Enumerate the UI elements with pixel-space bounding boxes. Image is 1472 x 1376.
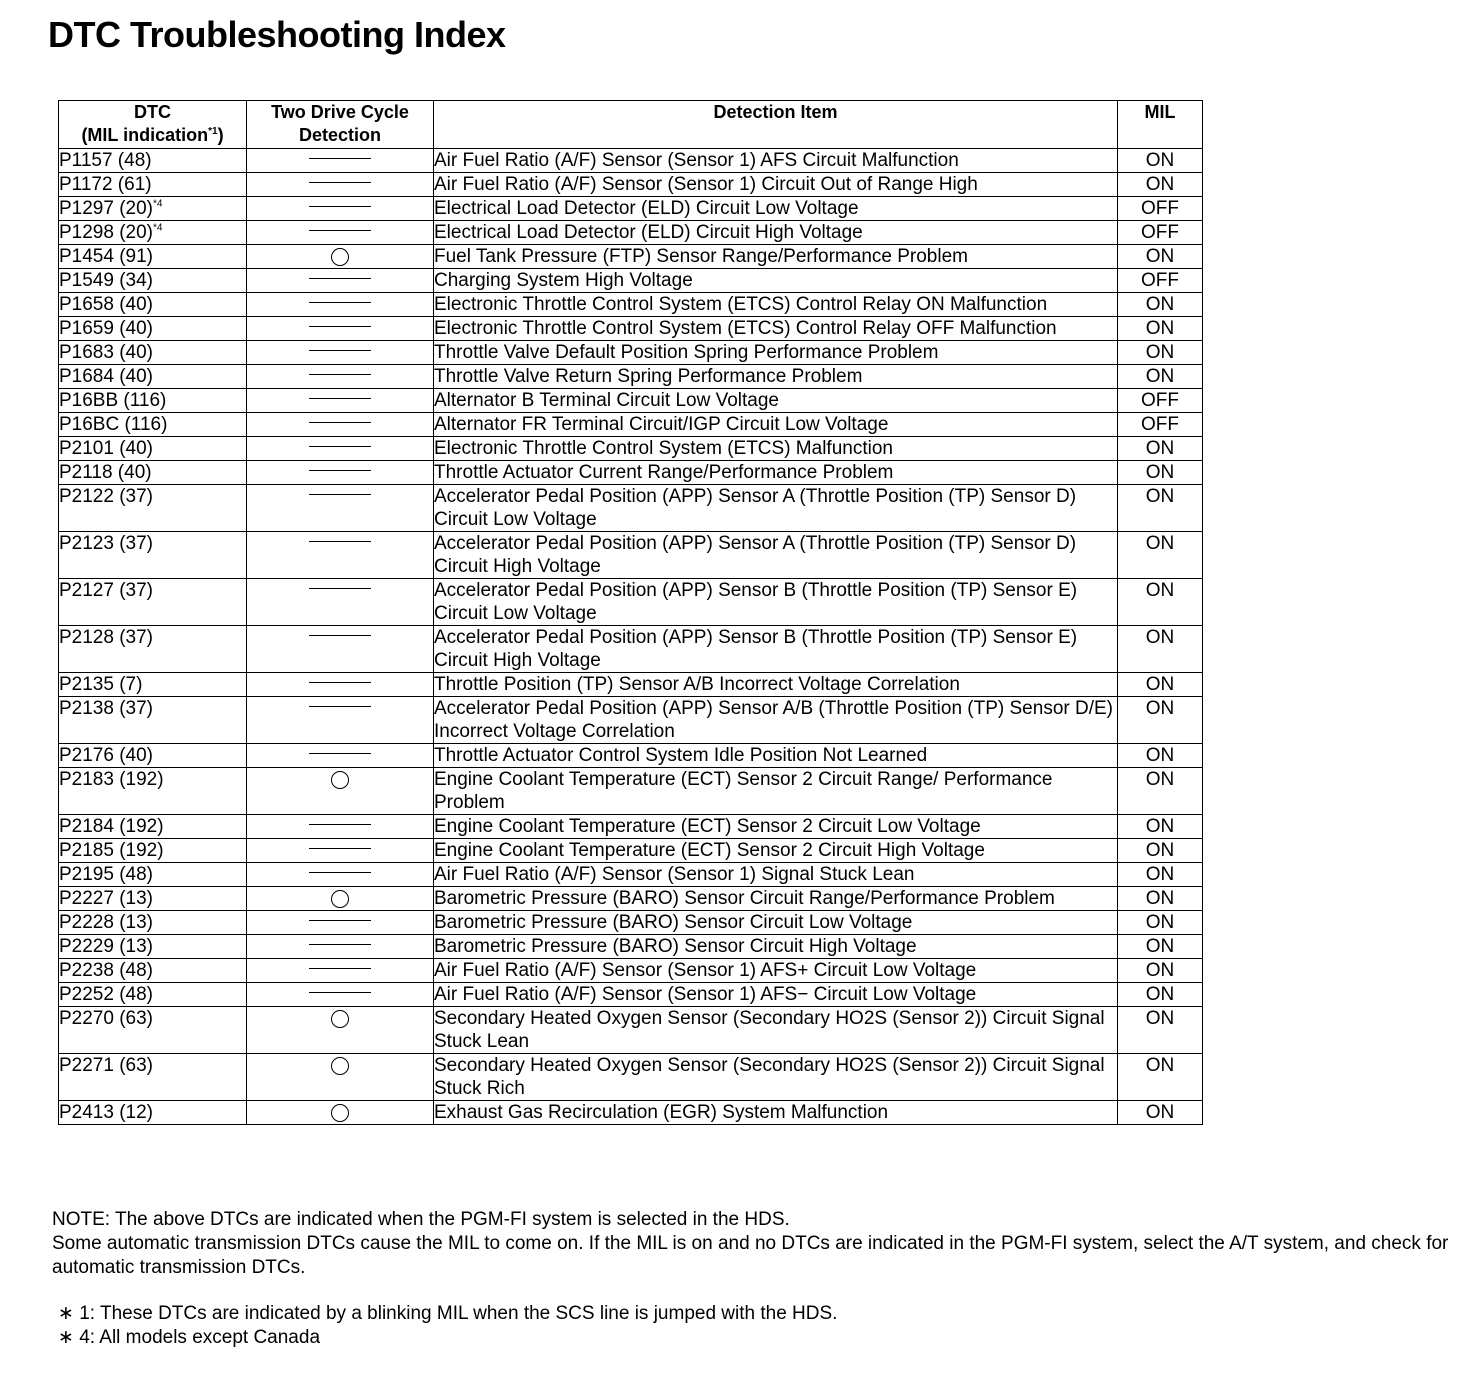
- dtc-code: P2127 (37): [59, 580, 154, 601]
- dtc-code: P1454 (91): [59, 246, 154, 267]
- table-row: [59, 673, 1203, 697]
- dtc-code-cell: [59, 887, 247, 911]
- not-applicable-dash-icon: [309, 398, 371, 399]
- mil-status: ON: [1118, 626, 1203, 673]
- two-drive-cycle-cell: [247, 293, 434, 317]
- dtc-code-cell: [59, 579, 247, 626]
- dtc-code: P16BC (116): [59, 414, 168, 435]
- detection-item: Electronic Throttle Control System (ETCS) Malfunction: [434, 437, 1118, 461]
- two-drive-cycle-cell: [247, 911, 434, 935]
- dtc-code: P1658 (40): [59, 294, 154, 315]
- detection-item: Throttle Valve Return Spring Performance Problem: [434, 365, 1118, 389]
- detection-item: Engine Coolant Temperature (ECT) Sensor 2 Circuit Range/ Performance Problem: [434, 768, 1118, 815]
- two-drive-cycle-circle-icon: [331, 1010, 349, 1028]
- dtc-code-cell: [59, 389, 247, 413]
- two-drive-cycle-cell: [247, 461, 434, 485]
- mil-status: ON: [1118, 317, 1203, 341]
- table-row: [59, 935, 1203, 959]
- detection-item: Barometric Pressure (BARO) Sensor Circuit Range/Performance Problem: [434, 887, 1118, 911]
- not-applicable-dash-icon: [309, 206, 371, 207]
- page-title: DTC Troubleshooting Index: [48, 14, 506, 55]
- mil-status: ON: [1118, 149, 1203, 173]
- mil-status: ON: [1118, 365, 1203, 389]
- mil-status: ON: [1118, 245, 1203, 269]
- detection-item: Air Fuel Ratio (A/F) Sensor (Sensor 1) Circuit Out of Range High: [434, 173, 1118, 197]
- mil-status: ON: [1118, 911, 1203, 935]
- detection-item: Electronic Throttle Control System (ETCS) Control Relay OFF Malfunction: [434, 317, 1118, 341]
- table-row: [59, 959, 1203, 983]
- not-applicable-dash-icon: [309, 588, 371, 589]
- table-row: [59, 768, 1203, 815]
- not-applicable-dash-icon: [309, 920, 371, 921]
- detection-item: Alternator FR Terminal Circuit/IGP Circuit Low Voltage: [434, 413, 1118, 437]
- dtc-code-cell: [59, 149, 247, 173]
- mil-status: ON: [1118, 959, 1203, 983]
- detection-item: Accelerator Pedal Position (APP) Sensor B (Throttle Position (TP) Sensor E) Circuit High Voltage: [434, 626, 1118, 673]
- detection-item: Accelerator Pedal Position (APP) Sensor A (Throttle Position (TP) Sensor D) Circuit High Voltage: [434, 532, 1118, 579]
- table-row: [59, 983, 1203, 1007]
- not-applicable-dash-icon: [309, 824, 371, 825]
- not-applicable-dash-icon: [309, 350, 371, 351]
- detection-item: Accelerator Pedal Position (APP) Sensor B (Throttle Position (TP) Sensor E) Circuit Low Voltage: [434, 579, 1118, 626]
- table-row: [59, 579, 1203, 626]
- not-applicable-dash-icon: [309, 968, 371, 969]
- not-applicable-dash-icon: [309, 422, 371, 423]
- two-drive-cycle-cell: [247, 389, 434, 413]
- two-drive-cycle-cell: [247, 887, 434, 911]
- detection-item: Air Fuel Ratio (A/F) Sensor (Sensor 1) AFS− Circuit Low Voltage: [434, 983, 1118, 1007]
- header-dtc-footnote-ref: *1: [208, 126, 218, 137]
- two-drive-cycle-cell: [247, 173, 434, 197]
- two-drive-cycle-cell: [247, 839, 434, 863]
- mil-status: OFF: [1118, 269, 1203, 293]
- header-dtc: [59, 101, 247, 149]
- mil-status: ON: [1118, 1054, 1203, 1101]
- two-drive-cycle-cell: [247, 673, 434, 697]
- table-row: [59, 221, 1203, 245]
- two-drive-cycle-cell: [247, 863, 434, 887]
- not-applicable-dash-icon: [309, 230, 371, 231]
- detection-item: Electronic Throttle Control System (ETCS) Control Relay ON Malfunction: [434, 293, 1118, 317]
- table-row: [59, 626, 1203, 673]
- dtc-code-cell: [59, 461, 247, 485]
- dtc-code-cell: [59, 863, 247, 887]
- dtc-code-cell: [59, 293, 247, 317]
- dtc-code: P2122 (37): [59, 486, 154, 507]
- mil-status: ON: [1118, 579, 1203, 626]
- dtc-code-cell: [59, 245, 247, 269]
- table-row: [59, 389, 1203, 413]
- detection-item: Charging System High Voltage: [434, 269, 1118, 293]
- dtc-code-cell: [59, 341, 247, 365]
- mil-status: ON: [1118, 697, 1203, 744]
- dtc-code: P2128 (37): [59, 627, 154, 648]
- table-row: [59, 839, 1203, 863]
- two-drive-cycle-cell: [247, 959, 434, 983]
- dtc-code: P2183 (192): [59, 769, 164, 790]
- dtc-code: P2228 (13): [59, 912, 154, 933]
- detection-item: Alternator B Terminal Circuit Low Voltage: [434, 389, 1118, 413]
- mil-status: ON: [1118, 673, 1203, 697]
- dtc-code: P2229 (13): [59, 936, 154, 957]
- header-detection-item: Detection Item: [434, 101, 1118, 149]
- table-row: [59, 365, 1203, 389]
- table-row: [59, 317, 1203, 341]
- table-row: [59, 744, 1203, 768]
- detection-item: Electrical Load Detector (ELD) Circuit Low Voltage: [434, 197, 1118, 221]
- mil-status: ON: [1118, 461, 1203, 485]
- dtc-code-cell: [59, 197, 247, 221]
- not-applicable-dash-icon: [309, 992, 371, 993]
- two-drive-cycle-cell: [247, 815, 434, 839]
- two-drive-cycle-cell: [247, 744, 434, 768]
- dtc-index-table: [58, 100, 1203, 1125]
- dtc-code: P1659 (40): [59, 318, 154, 339]
- header-two-drive-cycle: Two Drive Cycle Detection: [247, 101, 434, 149]
- two-drive-cycle-circle-icon: [331, 1057, 349, 1075]
- mil-status: ON: [1118, 744, 1203, 768]
- two-drive-cycle-cell: [247, 365, 434, 389]
- not-applicable-dash-icon: [309, 302, 371, 303]
- detection-item: Throttle Actuator Control System Idle Position Not Learned: [434, 744, 1118, 768]
- dtc-code: P2252 (48): [59, 984, 154, 1005]
- dtc-code-cell: [59, 1007, 247, 1054]
- table-row: [59, 341, 1203, 365]
- dtc-code-cell: [59, 983, 247, 1007]
- dtc-code-cell: [59, 221, 247, 245]
- table-row: [59, 863, 1203, 887]
- detection-item: Accelerator Pedal Position (APP) Sensor A (Throttle Position (TP) Sensor D) Circuit Low Voltage: [434, 485, 1118, 532]
- dtc-code: P2118 (40): [59, 462, 152, 483]
- dtc-code-cell: [59, 437, 247, 461]
- mil-status: ON: [1118, 768, 1203, 815]
- table-row: [59, 437, 1203, 461]
- two-drive-cycle-cell: [247, 626, 434, 673]
- dtc-code: P1172 (61): [59, 174, 152, 195]
- two-drive-cycle-cell: [247, 221, 434, 245]
- table-row: [59, 911, 1203, 935]
- not-applicable-dash-icon: [309, 158, 371, 159]
- two-drive-cycle-cell: [247, 437, 434, 461]
- table-row: [59, 1101, 1203, 1125]
- two-drive-cycle-circle-icon: [331, 1104, 349, 1122]
- detection-item: Throttle Position (TP) Sensor A/B Incorrect Voltage Correlation: [434, 673, 1118, 697]
- dtc-footnote-ref: *4: [153, 222, 163, 234]
- detection-item: Exhaust Gas Recirculation (EGR) System Malfunction: [434, 1101, 1118, 1125]
- dtc-code: P2184 (192): [59, 816, 164, 837]
- not-applicable-dash-icon: [309, 182, 371, 183]
- header-mil: MIL: [1118, 101, 1203, 149]
- mil-status: OFF: [1118, 389, 1203, 413]
- dtc-code: P2101 (40): [59, 438, 154, 459]
- dtc-code: P2195 (48): [59, 864, 154, 885]
- two-drive-cycle-cell: [247, 697, 434, 744]
- table-row: [59, 461, 1203, 485]
- two-drive-cycle-cell: [247, 768, 434, 815]
- not-applicable-dash-icon: [309, 872, 371, 873]
- mil-status: ON: [1118, 485, 1203, 532]
- two-drive-cycle-cell: [247, 532, 434, 579]
- detection-item: Barometric Pressure (BARO) Sensor Circuit Low Voltage: [434, 911, 1118, 935]
- mil-status: ON: [1118, 863, 1203, 887]
- mil-status: ON: [1118, 1007, 1203, 1054]
- not-applicable-dash-icon: [309, 326, 371, 327]
- table-row: [59, 245, 1203, 269]
- two-drive-cycle-circle-icon: [331, 890, 349, 908]
- not-applicable-dash-icon: [309, 374, 371, 375]
- note-hds-selection: NOTE: The above DTCs are indicated when the PGM-FI system is selected in the HDS.: [52, 1209, 790, 1230]
- notes-block: [52, 1208, 1452, 1280]
- not-applicable-dash-icon: [309, 682, 371, 683]
- mil-status: ON: [1118, 815, 1203, 839]
- not-applicable-dash-icon: [309, 944, 371, 945]
- footnote-1: ∗ 1: These DTCs are indicated by a blinking MIL when the SCS line is jumped with the HDS.: [58, 1303, 838, 1324]
- dtc-code: P2413 (12): [59, 1102, 154, 1123]
- dtc-code: P2123 (37): [59, 533, 154, 554]
- mil-status: ON: [1118, 293, 1203, 317]
- two-drive-cycle-cell: [247, 983, 434, 1007]
- not-applicable-dash-icon: [309, 446, 371, 447]
- dtc-code-cell: [59, 768, 247, 815]
- footnote-4: ∗ 4: All models except Canada: [58, 1327, 321, 1348]
- dtc-code-cell: [59, 744, 247, 768]
- two-drive-cycle-cell: [247, 317, 434, 341]
- two-drive-cycle-cell: [247, 269, 434, 293]
- dtc-code-cell: [59, 413, 247, 437]
- two-drive-cycle-cell: [247, 245, 434, 269]
- note-automatic-transmission: Some automatic transmission DTCs cause the MIL to come on. If the MIL is on and no DTCs are indicated in the PGM-FI system, select the A/T system, and check for automatic transmission DTCs.: [52, 1233, 1449, 1278]
- dtc-code-cell: [59, 317, 247, 341]
- dtc-code-cell: [59, 485, 247, 532]
- dtc-code-cell: [59, 839, 247, 863]
- dtc-code-cell: [59, 626, 247, 673]
- dtc-code: P2176 (40): [59, 745, 154, 766]
- dtc-code-cell: [59, 815, 247, 839]
- detection-item: Engine Coolant Temperature (ECT) Sensor 2 Circuit Low Voltage: [434, 815, 1118, 839]
- table-row: [59, 149, 1203, 173]
- dtc-code-cell: [59, 673, 247, 697]
- dtc-code-cell: [59, 269, 247, 293]
- header-dtc-mil-indication: (MIL indication$^{*1}$): [81, 125, 224, 145]
- dtc-code-cell: [59, 173, 247, 197]
- mil-status: ON: [1118, 935, 1203, 959]
- detection-item: Electrical Load Detector (ELD) Circuit High Voltage: [434, 221, 1118, 245]
- dtc-code: P16BB (116): [59, 390, 167, 411]
- dtc-code: P1298 (20): [59, 222, 154, 243]
- dtc-code-cell: [59, 935, 247, 959]
- dtc-code: P1297 (20): [59, 198, 154, 219]
- table-row: [59, 197, 1203, 221]
- detection-item: Air Fuel Ratio (A/F) Sensor (Sensor 1) AFS Circuit Malfunction: [434, 149, 1118, 173]
- two-drive-cycle-cell: [247, 197, 434, 221]
- dtc-code: P2270 (63): [59, 1008, 154, 1029]
- two-drive-cycle-cell: [247, 935, 434, 959]
- mil-status: ON: [1118, 341, 1203, 365]
- two-drive-cycle-cell: [247, 413, 434, 437]
- mil-status: OFF: [1118, 221, 1203, 245]
- table-row: [59, 293, 1203, 317]
- mil-status: OFF: [1118, 197, 1203, 221]
- dtc-code: P1684 (40): [59, 366, 154, 387]
- two-drive-cycle-cell: [247, 579, 434, 626]
- dtc-code-cell: [59, 1054, 247, 1101]
- dtc-code-cell: [59, 365, 247, 389]
- table-row: [59, 532, 1203, 579]
- detection-item: Throttle Valve Default Position Spring Performance Problem: [434, 341, 1118, 365]
- dtc-code-cell: [59, 1101, 247, 1125]
- table-header-row: [59, 101, 1203, 149]
- header-dtc-label: DTC: [134, 102, 171, 122]
- dtc-code: P1549 (34): [59, 270, 154, 291]
- dtc-code: P2227 (13): [59, 888, 154, 909]
- mil-status: ON: [1118, 983, 1203, 1007]
- detection-item: Secondary Heated Oxygen Sensor (Secondary HO2S (Sensor 2)) Circuit Signal Stuck Lean: [434, 1007, 1118, 1054]
- dtc-code-cell: [59, 697, 247, 744]
- detection-item: Accelerator Pedal Position (APP) Sensor A/B (Throttle Position (TP) Sensor D/E) Incorrect Voltage Correlation: [434, 697, 1118, 744]
- not-applicable-dash-icon: [309, 470, 371, 471]
- table-row: [59, 697, 1203, 744]
- dtc-code-cell: [59, 911, 247, 935]
- table-row: [59, 1007, 1203, 1054]
- dtc-code: P2271 (63): [59, 1055, 154, 1076]
- dtc-code: P2135 (7): [59, 674, 143, 695]
- not-applicable-dash-icon: [309, 706, 371, 707]
- mil-status: ON: [1118, 532, 1203, 579]
- two-drive-cycle-cell: [247, 1101, 434, 1125]
- dtc-code: P2185 (192): [59, 840, 164, 861]
- detection-item: Air Fuel Ratio (A/F) Sensor (Sensor 1) AFS+ Circuit Low Voltage: [434, 959, 1118, 983]
- not-applicable-dash-icon: [309, 848, 371, 849]
- mil-status: ON: [1118, 173, 1203, 197]
- two-drive-cycle-circle-icon: [331, 248, 349, 266]
- mil-status: ON: [1118, 887, 1203, 911]
- dtc-code-cell: [59, 532, 247, 579]
- detection-item: Engine Coolant Temperature (ECT) Sensor 2 Circuit High Voltage: [434, 839, 1118, 863]
- table-body: [59, 149, 1203, 1125]
- mil-status: ON: [1118, 1101, 1203, 1125]
- table-row: [59, 173, 1203, 197]
- two-drive-cycle-cell: [247, 341, 434, 365]
- dtc-footnote-ref: *4: [153, 198, 163, 210]
- two-drive-cycle-circle-icon: [331, 771, 349, 789]
- dtc-code-cell: [59, 959, 247, 983]
- two-drive-cycle-cell: [247, 149, 434, 173]
- mil-status: OFF: [1118, 413, 1203, 437]
- detection-item: Air Fuel Ratio (A/F) Sensor (Sensor 1) Signal Stuck Lean: [434, 863, 1118, 887]
- dtc-code: P2238 (48): [59, 960, 154, 981]
- table-row: [59, 269, 1203, 293]
- mil-status: ON: [1118, 839, 1203, 863]
- two-drive-cycle-cell: [247, 485, 434, 532]
- not-applicable-dash-icon: [309, 494, 371, 495]
- table-row: [59, 815, 1203, 839]
- table-row: [59, 485, 1203, 532]
- mil-status: ON: [1118, 437, 1203, 461]
- two-drive-cycle-cell: [247, 1007, 434, 1054]
- table-row: [59, 887, 1203, 911]
- dtc-code: P2138 (37): [59, 698, 154, 719]
- detection-item: Secondary Heated Oxygen Sensor (Secondary HO2S (Sensor 2)) Circuit Signal Stuck Rich: [434, 1054, 1118, 1101]
- detection-item: Barometric Pressure (BARO) Sensor Circuit High Voltage: [434, 935, 1118, 959]
- not-applicable-dash-icon: [309, 278, 371, 279]
- not-applicable-dash-icon: [309, 753, 371, 754]
- detection-item: Throttle Actuator Current Range/Performance Problem: [434, 461, 1118, 485]
- two-drive-cycle-cell: [247, 1054, 434, 1101]
- detection-item: Fuel Tank Pressure (FTP) Sensor Range/Performance Problem: [434, 245, 1118, 269]
- not-applicable-dash-icon: [309, 541, 371, 542]
- not-applicable-dash-icon: [309, 635, 371, 636]
- dtc-code: P1157 (48): [59, 150, 152, 171]
- dtc-code: P1683 (40): [59, 342, 154, 363]
- table-row: [59, 1054, 1203, 1101]
- table-row: [59, 413, 1203, 437]
